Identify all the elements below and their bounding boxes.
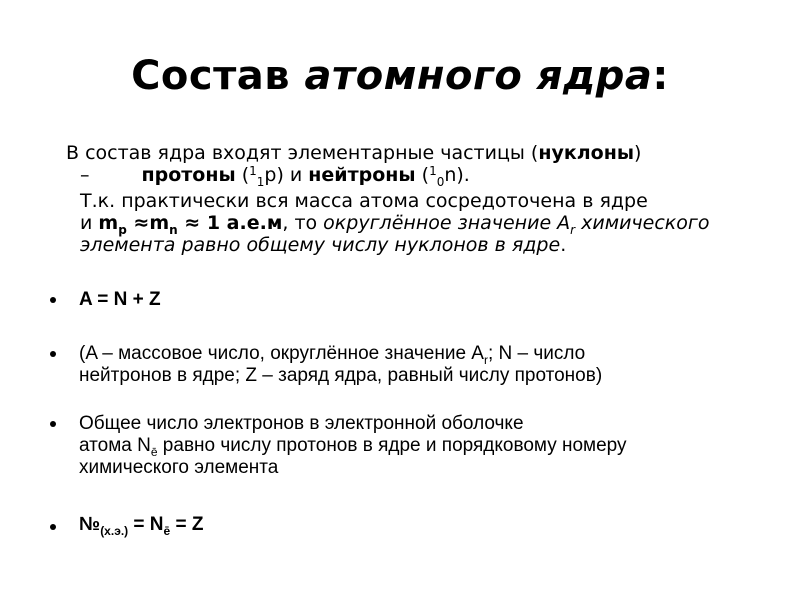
bullet-2-line-1 xyxy=(79,343,585,366)
intro-line-5-text: элемента равно общему числу нуклонов в ядре xyxy=(80,234,561,256)
mass-subscript-p: p xyxy=(118,223,127,237)
equals-n: = N xyxy=(128,514,164,535)
term-protons: протоны xyxy=(141,164,236,186)
intro-line-5-dot: . xyxy=(560,234,567,256)
bullet-2-text-b: ; N – число xyxy=(487,343,586,364)
title-part-1: Состав xyxy=(131,53,305,99)
intro-line-1 xyxy=(66,142,641,164)
term-neutrons: нейтроны xyxy=(308,164,416,186)
intro-line-2 xyxy=(80,164,470,188)
dash: – xyxy=(80,164,90,186)
bullet-dot-icon xyxy=(50,524,56,530)
neutron-symbol: n). xyxy=(444,164,470,186)
bullet-3-text-b: равно числу протонов в ядре и порядковому номеру xyxy=(157,435,627,456)
bullet-3-line-3: химического элемента xyxy=(79,457,279,478)
proton-symbol: p) и xyxy=(264,164,309,186)
intro-line-4-chemical: химического xyxy=(575,212,710,234)
mass-symbol-m: m xyxy=(98,212,119,234)
slide-title xyxy=(0,52,800,100)
intro-line-4-so: , то xyxy=(282,212,324,234)
approx-mn: ≈m xyxy=(126,212,170,234)
term-nucleons: нуклоны xyxy=(538,142,635,164)
electron-subscript: ē xyxy=(163,524,171,538)
paren-open: ( xyxy=(235,164,250,186)
number-sign: № xyxy=(79,514,101,535)
intro-line-1-close: ) xyxy=(634,142,642,164)
intro-line-4-rounded: округлённое значение A xyxy=(323,212,571,234)
neutron-charge-number: 0 xyxy=(436,175,445,189)
intro-line-4-and: и xyxy=(80,212,99,234)
title-part-3: : xyxy=(652,53,669,99)
bullet-dot-icon xyxy=(50,421,56,427)
intro-line-4 xyxy=(80,212,710,236)
chem-element-subscript: (х.э.) xyxy=(100,524,129,538)
ar-subscript-r: r xyxy=(570,223,576,237)
intro-line-3: Т.к. практически вся масса атома сосредоточена в ядре xyxy=(80,190,648,212)
bullet-2-text-a: (A – массовое число, округлённое значение A xyxy=(79,343,484,364)
amu-value: ≈ 1 а.е.м xyxy=(177,212,283,234)
neutron-mass-number: 1 xyxy=(429,164,437,178)
intro-line-1-text: В состав ядра входят элементарные частицы ( xyxy=(66,142,539,164)
proton-charge-number: 1 xyxy=(256,175,265,189)
title-part-2-italic: атомного ядра xyxy=(304,53,653,99)
equals-z: = Z xyxy=(170,514,204,535)
mass-subscript-n: n xyxy=(169,223,178,237)
proton-mass-number: 1 xyxy=(249,164,257,178)
bullet-dot-icon xyxy=(50,297,56,303)
bullet-3-line-1: Общее число электронов в электронной оболочке xyxy=(79,413,524,434)
bullet-dot-icon xyxy=(50,351,56,357)
bullet-2-line-2: нейтронов в ядре; Z – заряд ядра, равный числу протонов) xyxy=(79,365,603,386)
electron-subscript: ē xyxy=(150,445,158,459)
paren-open-2: ( xyxy=(415,164,430,186)
intro-line-5 xyxy=(80,234,566,256)
bullet-3-line-2 xyxy=(79,435,627,458)
bullet-formula-a: A = N + Z xyxy=(79,289,161,310)
ar-subscript-r: r xyxy=(483,353,488,367)
bullet-3-text-a: атома N xyxy=(79,435,151,456)
bullet-formula-number xyxy=(79,514,203,537)
